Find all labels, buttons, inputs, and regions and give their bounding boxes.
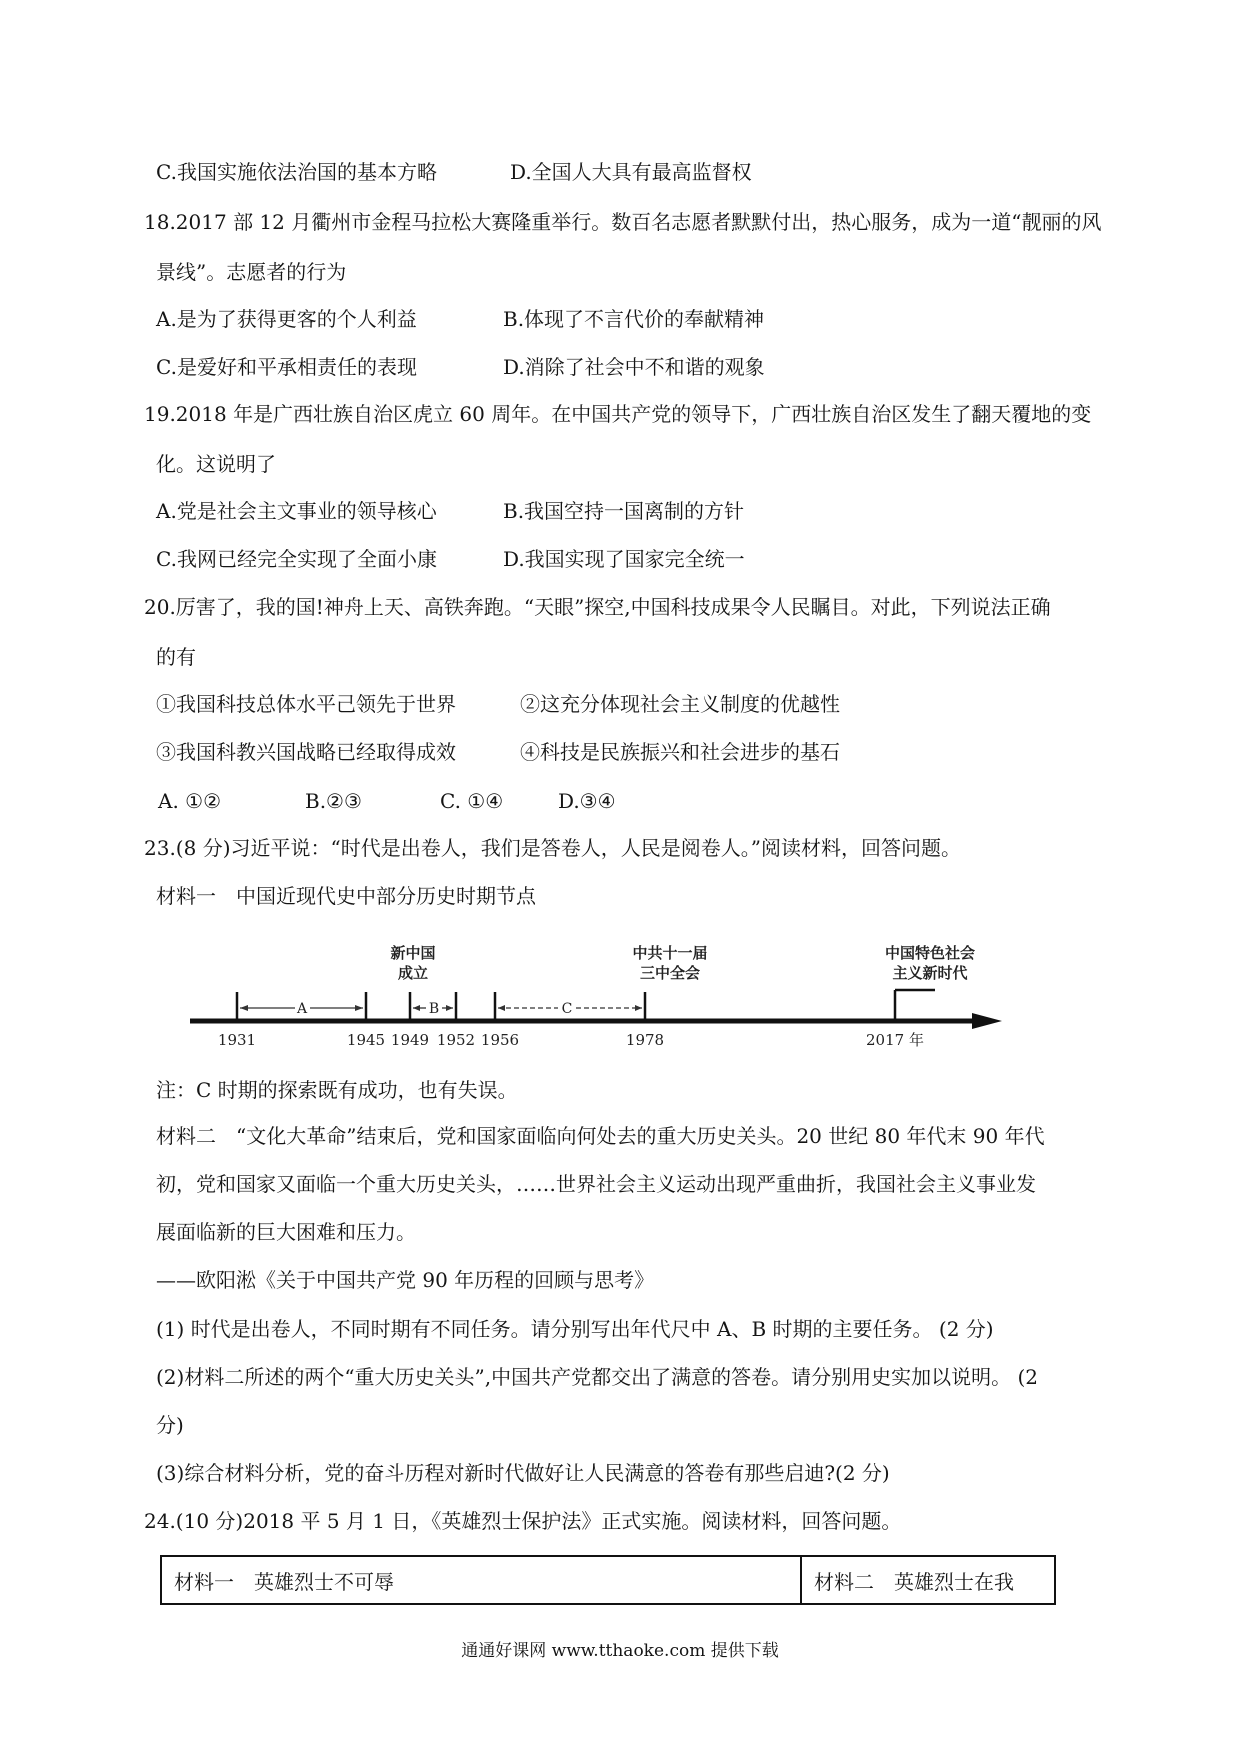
q18-option-b: B.体现了不言代价的奉献精神 xyxy=(503,307,765,331)
timeline-label-new-era-2: 主义新时代 xyxy=(892,964,968,982)
q23-material1-title: 材料一 中国近现代史中部分历史时期节点 xyxy=(156,884,536,908)
q20-option-c: C. ①④ xyxy=(440,789,504,813)
timeline-label-plenum-2: 三中全会 xyxy=(639,964,701,982)
q23-subquestion-2-line2: 分) xyxy=(156,1413,184,1437)
q18-option-d: D.消除了社会中不和谐的观象 xyxy=(503,355,765,379)
timeline-figure xyxy=(160,930,1020,1050)
timeline-label-new-era-1: 中国特色社会 xyxy=(884,944,976,962)
page-footer: 通通好课网 www.tthaoke.com 提供下载 xyxy=(461,1641,779,1661)
timeline-period-a: A xyxy=(296,1001,308,1017)
q20-statement-1: ①我国科技总体水平己领先于世界 xyxy=(156,692,456,716)
timeline-label-plenum-1: 中共十一届 xyxy=(632,944,708,962)
q20-stem-line1: 20.厉害了，我的国!神舟上天、高铁奔跑。“天眼”探空,中国科技成果令人民瞩目。对此，下列说法正确 xyxy=(144,595,1051,619)
timeline-label-new-china-2: 成立 xyxy=(397,964,429,982)
q19-stem-line2: 化。这说明了 xyxy=(156,452,276,476)
q20-stem-line2: 的有 xyxy=(156,645,196,669)
q23-material2-line1: 材料二 “文化大革命”结束后，党和国家面临向何处去的重大历史关头。20 世纪 80 年代末 90 年代 xyxy=(156,1124,1045,1148)
timeline-period-b: B xyxy=(428,1001,440,1017)
q23-material2-source: ——欧阳淞《关于中国共产党 90 年历程的回顾与思考》 xyxy=(156,1268,655,1292)
q24-stem: 24.(10 分)2018 平 5 月 1 日，《英雄烈士保护法》正式实施。阅读材料，回答问题。 xyxy=(144,1509,902,1533)
q23-note: 注：C 时期的探索既有成功，也有失误。 xyxy=(156,1078,518,1102)
timeline-year-1956: 1956 xyxy=(480,1031,520,1049)
q23-material2-line2: 初，党和国家又面临一个重大历史关头，……世界社会主义运动出现严重曲折，我国社会主义事业发 xyxy=(156,1172,1036,1196)
q20-option-a: A. ①② xyxy=(158,789,222,813)
q24-material-table xyxy=(160,1555,1056,1605)
q23-stem: 23.(8 分)习近平说：“时代是出卷人，我们是答卷人，人民是阅卷人。”阅读材料，回答问题。 xyxy=(144,836,961,860)
q19-stem-line1: 19.2018 年是广西壮族自治区虎立 60 周年。在中国共产党的领导下，广西壮族自治区发生了翻天覆地的变 xyxy=(144,402,1092,426)
q18-stem-line2: 景线”。志愿者的行为 xyxy=(156,260,347,284)
timeline-label-new-china-1: 新中国 xyxy=(390,944,436,962)
q20-statement-2: ②这充分体现社会主义制度的优越性 xyxy=(520,692,840,716)
q17-option-c: C.我国实施依法治国的基本方略 xyxy=(156,160,437,184)
timeline-year-1952: 1952 xyxy=(436,1031,476,1049)
timeline-year-1978: 1978 xyxy=(625,1031,665,1049)
q20-option-d: D.③④ xyxy=(558,789,616,813)
timeline-year-1945: 1945 xyxy=(346,1031,386,1049)
q18-option-c: C.是爱好和平承相责任的表现 xyxy=(156,355,417,379)
timeline-year-2017: 2017 年 xyxy=(866,1031,924,1049)
q19-option-d: D.我国实现了国家完全统一 xyxy=(503,547,745,571)
q19-option-b: B.我国空持一国离制的方针 xyxy=(503,499,745,523)
q24-material2-cell: 材料二 英雄烈士在我 xyxy=(814,1569,1014,1594)
timeline-arrowhead xyxy=(972,1013,1002,1029)
q19-option-a: A.党是社会主文事业的领导核心 xyxy=(156,499,437,523)
timeline-year-1949: 1949 xyxy=(390,1031,430,1049)
q19-option-c: C.我网已经完全实现了全面小康 xyxy=(156,547,437,571)
q20-option-b: B.②③ xyxy=(305,789,362,813)
q20-statement-4: ④科技是民族振兴和社会进步的基石 xyxy=(520,740,840,764)
timeline-period-c: C xyxy=(561,1001,573,1017)
q23-material2-line3: 展面临新的巨大困难和压力。 xyxy=(156,1220,416,1244)
q18-option-a: A.是为了获得更客的个人利益 xyxy=(156,307,417,331)
q17-option-d: D.全国人大具有最高监督权 xyxy=(510,160,752,184)
q18-stem-line1: 18.2017 部 12 月衢州市金程马拉松大赛隆重举行。数百名志愿者默默付出，热心服务，成为一道“靓丽的风 xyxy=(144,210,1102,234)
q23-subquestion-3: (3)综合材料分析，党的奋斗历程对新时代做好让人民满意的答卷有那些启迪?(2 分) xyxy=(156,1461,890,1485)
q24-material1-cell: 材料一 英雄烈士不可辱 xyxy=(162,1557,802,1603)
q20-statement-3: ③我国科教兴国战略已经取得成效 xyxy=(156,740,456,764)
q23-subquestion-2-line1: (2)材料二所述的两个“重大历史关头”,中国共产党都交出了满意的答卷。请分别用史实加以说明。 (2 xyxy=(156,1365,1039,1389)
timeline-year-1931: 1931 xyxy=(217,1031,257,1049)
q23-subquestion-1: (1) 时代是出卷人，不同时期有不同任务。请分别写出年代尺中 A、B 时期的主要任务。 (2 分) xyxy=(156,1317,994,1341)
